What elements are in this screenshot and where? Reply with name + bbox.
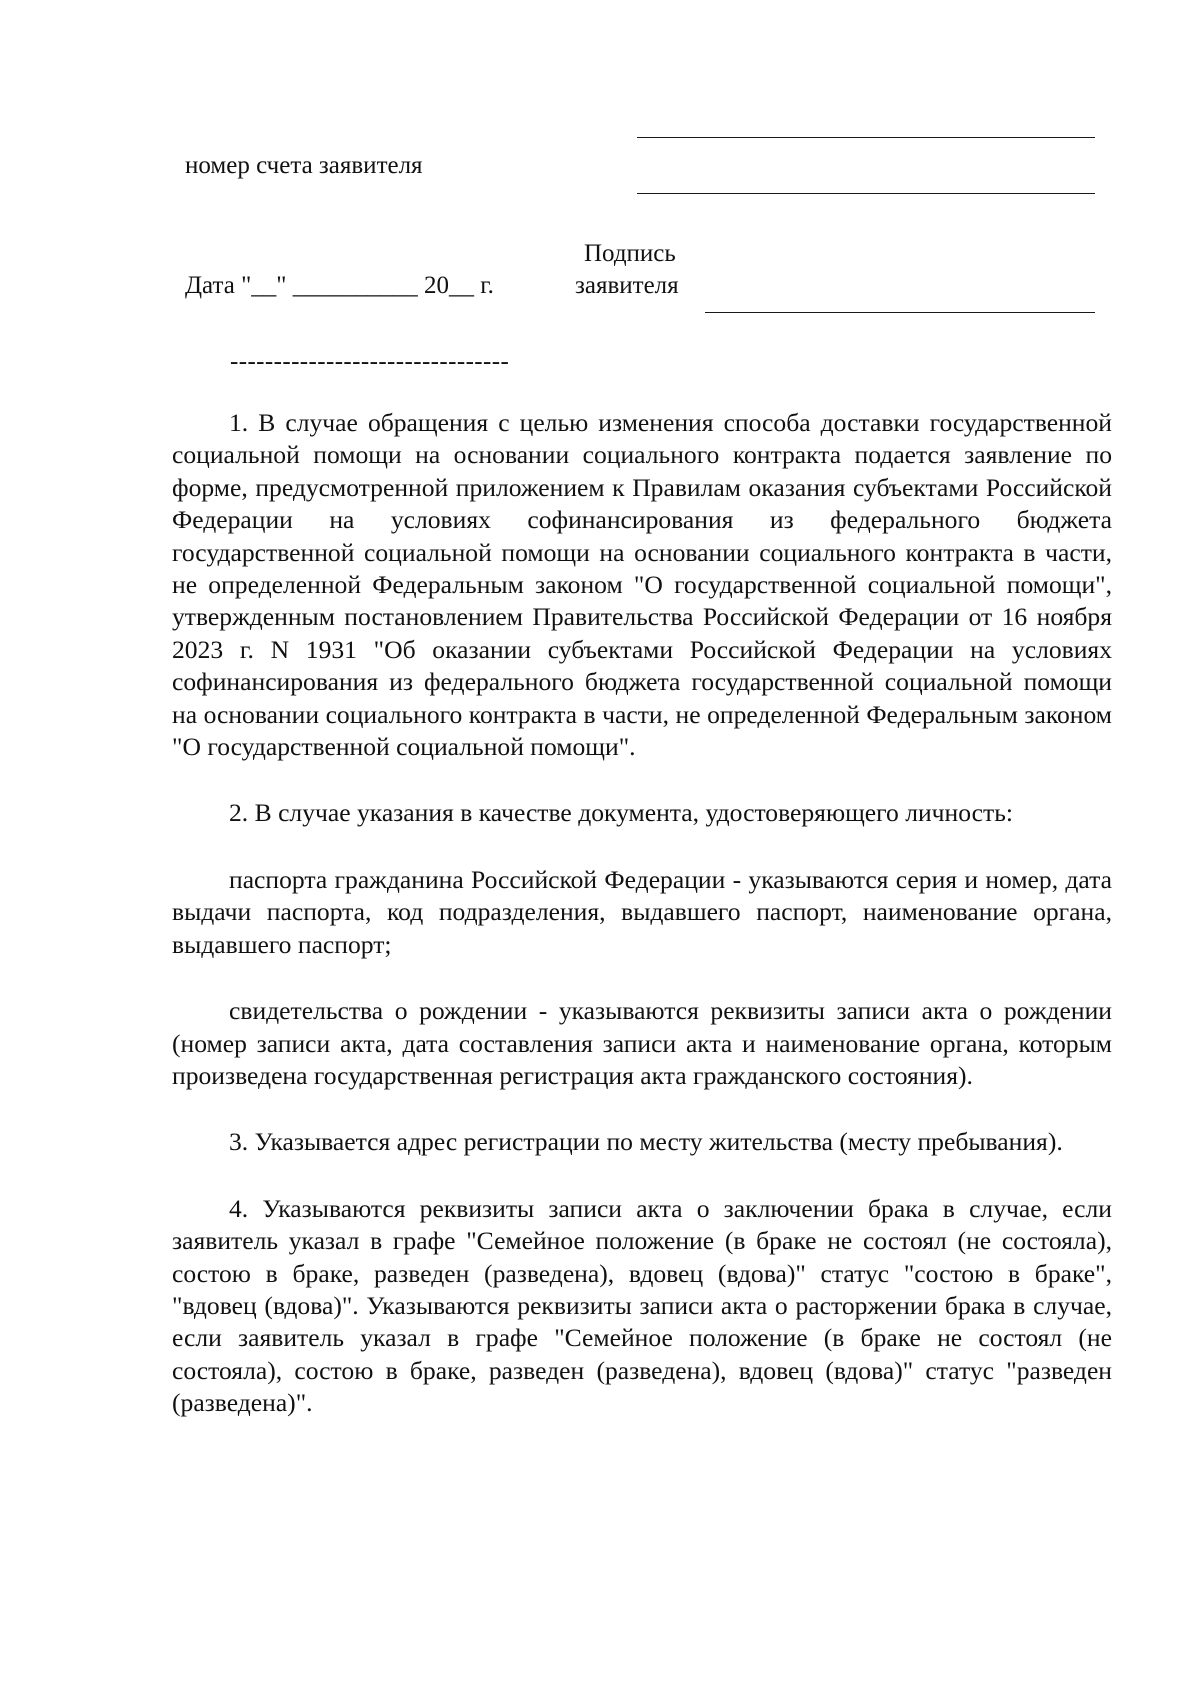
note-1: 1. В случае обращения с целью изменения способа доставки государственной социальной помощи на основании социального контракта подается заявление по форме, предусмотренной приложением к Правилам оказания субъектами Российской Федерации на условиях софинансирования из федерального бюджета государственной социальной помощи на основании социального контракта в части, не определенной Федеральным законом "О государственной социальной помощи", утвержденным постановлением Правительства Российской Федерации от 16 ноября 2023 г. N 1931 "Об оказании субъектами Российской Федерации на условиях софинансирования из федерального бюджета государственной социальной помощи на основании социального контракта в части, не определенной Федеральным законом "О государственной социальной помощи". (172, 408, 1112, 762)
signature-label-line2: заявителя (575, 272, 679, 299)
account-label: номер счета заявителя (185, 152, 423, 179)
account-line-bottom (637, 193, 1095, 194)
signature-label-line1: Подпись (584, 240, 676, 267)
note-2-passport: паспорта гражданина Российской Федерации - указываются серия и номер, дата выдачи паспорта, код подразделения, выдавшего паспорт, наименование органа, выдавшего паспорт; (172, 864, 1112, 959)
date-field: Дата "__" __________ 20__ г. (185, 272, 494, 299)
signature-line (705, 312, 1095, 313)
note-4: 4. Указываются реквизиты записи акта о заключении брака в случае, если заявитель указал в графе "Семейное положение (в браке не состоял (не состояла), состою в браке, разведен (разведена), вдовец (вдова)" статус "состою в браке", "вдовец (вдова)". Указываются реквизиты записи акта о расторжении брака в случае, если заявитель указал в графе "Семейное положение (в браке не состоял (не состояла), состою в браке, разведен (разведена), вдовец (вдова)" статус "разведен (разведена)". (172, 1193, 1112, 1418)
account-line-top (637, 137, 1095, 138)
footnote-separator: -------------------------------- (230, 348, 510, 375)
note-2-birth-certificate: свидетельства о рождении - указываются реквизиты записи акта о рождении (номер записи акта, дата составления записи акта и наименование органа, которым произведена государственная регистрация акта гражданского состояния). (172, 996, 1112, 1090)
note-3: 3. Указывается адрес регистрации по месту жительства (месту пребывания). (229, 1127, 1063, 1157)
footnotes (172, 407, 1112, 1420)
note-2: 2. В случае указания в качестве документа, удостоверяющего личность: (229, 798, 1013, 828)
